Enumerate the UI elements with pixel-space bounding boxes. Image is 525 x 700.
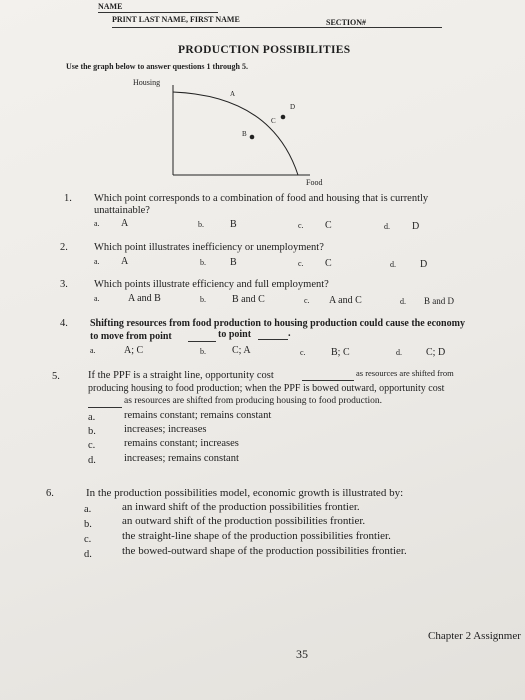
q6-option-a[interactable]: an inward shift of the production possibilities frontier.	[122, 501, 360, 513]
q5-text-line3: as resources are shifted from producing housing to food production.	[124, 396, 383, 406]
q2-option-d-letter: d.	[390, 260, 396, 269]
point-d-label: D	[290, 103, 296, 111]
q6-option-a-letter: a.	[84, 504, 92, 515]
q6-option-c-letter: c.	[84, 534, 92, 545]
q2-text: Which point illustrates inefficiency or unemployment?	[94, 242, 324, 253]
q1-option-d[interactable]: D	[412, 221, 420, 232]
graph-x-label: Food	[306, 178, 323, 187]
print-name-label: PRINT LAST NAME, FIRST NAME	[112, 15, 240, 24]
q2-option-c-letter: c.	[298, 259, 304, 268]
q4-option-a-letter: a.	[90, 346, 96, 355]
q3-number: 3.	[60, 279, 68, 290]
q2-option-a-letter: a.	[94, 257, 100, 266]
q6-option-b-letter: b.	[84, 519, 92, 530]
q4-blank-1[interactable]	[188, 341, 216, 342]
q5-option-b-letter: b.	[88, 426, 96, 437]
q4-option-b[interactable]: C; A	[232, 345, 251, 356]
q2-number: 2.	[60, 242, 68, 253]
q6-option-d[interactable]: the bowed-outward shape of the production possibilities frontier.	[122, 545, 407, 557]
q3-text: Which points illustrate efficiency and full employment?	[94, 279, 329, 290]
q5-text-line2: producing housing to food production; when the PPF is bowed outward, opportunity cost	[88, 383, 445, 394]
point-b-label: B	[242, 130, 247, 138]
q4-text-to: to point	[218, 329, 252, 340]
q4-option-d-letter: d.	[396, 348, 402, 357]
q4-option-a[interactable]: A; C	[124, 345, 144, 356]
q5-option-d-letter: d.	[88, 455, 96, 466]
q1-option-c-letter: c.	[298, 221, 304, 230]
q5-option-a[interactable]: remains constant; remains constant	[124, 410, 272, 421]
graph-y-label: Housing	[133, 78, 161, 87]
q4-option-c-letter: c.	[300, 348, 306, 357]
q5-option-c[interactable]: remains constant; increases	[124, 438, 239, 449]
q1-option-a-letter: a.	[94, 219, 100, 228]
q6-number: 6.	[46, 488, 54, 499]
point-b-dot	[250, 135, 255, 140]
q4-text-from: to move from point	[90, 331, 172, 342]
q1-option-c[interactable]: C	[325, 220, 332, 231]
point-a-label: A	[230, 90, 236, 98]
name-label: NAME	[98, 2, 123, 11]
q6-option-d-letter: d.	[84, 549, 92, 560]
q4-number: 4.	[60, 318, 68, 329]
q3-option-d[interactable]: B and D	[424, 296, 454, 306]
q2-option-c[interactable]: C	[325, 258, 332, 269]
q4-option-c[interactable]: B; C	[331, 347, 350, 358]
q1-option-a[interactable]: A	[121, 218, 129, 229]
q2-option-b[interactable]: B	[230, 257, 237, 268]
q6-option-c[interactable]: the straight-line shape of the production possibilities frontier.	[122, 530, 391, 542]
q4-blank-2[interactable]	[258, 339, 288, 340]
page-number: 35	[296, 647, 308, 661]
q1-text-line2: unattainable?	[94, 205, 150, 216]
q5-option-b[interactable]: increases; increases	[124, 424, 207, 435]
chapter-label: Chapter 2 Assignmer	[428, 630, 521, 642]
q6-text: In the production possibilities model, economic growth is illustrated by:	[86, 487, 404, 499]
point-d-dot	[281, 115, 286, 120]
q4-text: Shifting resources from food production to housing production could cause the economy	[90, 318, 465, 329]
ppf-curve	[173, 92, 298, 175]
q5-text: If the PPF is a straight line, opportunity cost	[88, 370, 274, 381]
q3-option-b-letter: b.	[200, 295, 206, 304]
q1-text: Which point corresponds to a combination of food and housing that is currently	[94, 193, 429, 204]
q5-blank-1[interactable]	[302, 380, 354, 381]
q2-option-b-letter: b.	[200, 258, 206, 267]
q5-text-cont: as resources are shifted from	[356, 368, 454, 378]
q3-option-d-letter: d.	[400, 297, 406, 306]
instructions: Use the graph below to answer questions 1 through 5.	[66, 62, 248, 71]
q5-option-d[interactable]: increases; remains constant	[124, 453, 239, 464]
q3-option-c[interactable]: A and C	[329, 295, 362, 306]
q3-option-a-letter: a.	[94, 294, 100, 303]
q5-option-c-letter: c.	[88, 440, 96, 451]
q3-option-c-letter: c.	[304, 296, 310, 305]
q5-number: 5.	[52, 371, 60, 382]
q1-option-b[interactable]: B	[230, 219, 237, 230]
q4-option-d[interactable]: C; D	[426, 347, 446, 358]
q1-number: 1.	[64, 193, 72, 204]
q1-option-d-letter: d.	[384, 222, 390, 231]
q2-option-d[interactable]: D	[420, 259, 428, 270]
q5-option-a-letter: a.	[88, 412, 96, 423]
q2-option-a[interactable]: A	[121, 256, 129, 267]
page-title: PRODUCTION POSSIBILITIES	[178, 44, 351, 56]
q1-option-b-letter: b.	[198, 220, 204, 229]
section-label: SECTION#	[326, 18, 367, 27]
q3-option-b[interactable]: B and C	[232, 294, 265, 305]
point-c-label: C	[271, 117, 276, 125]
q3-option-a[interactable]: A and B	[128, 293, 161, 304]
q5-blank-2[interactable]	[88, 407, 122, 408]
q4-text-period: .	[288, 328, 291, 339]
q6-option-b[interactable]: an outward shift of the production possibilities frontier.	[122, 515, 366, 527]
q4-option-b-letter: b.	[200, 347, 206, 356]
